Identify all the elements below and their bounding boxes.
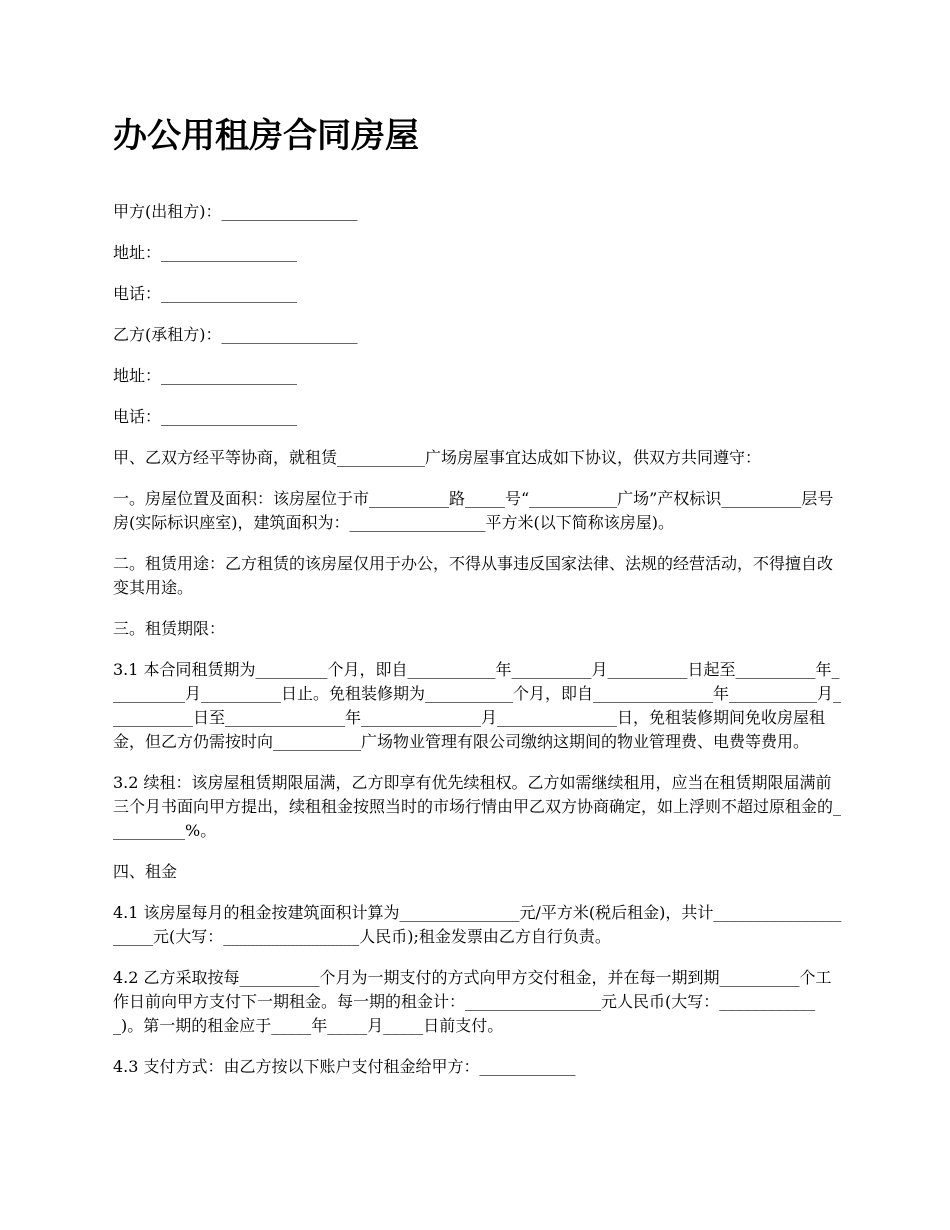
clause-3: 三。租赁期限： [113, 619, 226, 638]
clause-3-1: 3.1 本合同租赁期为_________个月，即自___________年__________月__________日起至__________年__________月__________日止。免租装修期为___________个月，即自_______________年___________月___________日至_______________年_______________月_______________日，免租装修期间免收房屋租金，但乙方仍需按时向___________广场物业管理有限公司缴纳这期间的物业管理费、电费等费用。 [113, 660, 842, 751]
contract-page [113, 112, 843, 1096]
clause-3-2: 3.2 续租：该房屋租赁期限届满，乙方即享有优先续租权。乙方如需继续租用，应当在租赁期限届满前三个月书面向甲方提出，续租租金按照当时的市场行情由甲乙双方协商确定，如上浮则不超过原租金的__________%。 [113, 773, 842, 840]
party-a-label: 甲方(出租方)：_________________ [113, 202, 358, 221]
clause-2: 二。租赁用途：乙方租赁的该房屋仅用于办公，不得从事违反国家法律、法规的经营活动，不得擅自改变其用途。 [113, 554, 834, 597]
intro-paragraph: 甲、乙双方经平等协商，就租赁___________广场房屋事宜达成如下协议，供双方共同遵守： [113, 448, 762, 467]
party-b-address: 地址：_________________ [113, 366, 298, 385]
clause-4-3: 4.3 支付方式：由乙方按以下账户支付租金给甲方：____________ [113, 1057, 576, 1076]
party-b-label: 乙方(承租方)：_________________ [113, 325, 358, 344]
clause-4-1: 4.1 该房屋每月的租金按建筑面积计算为_______________元/平方米(税后租金)，共计_____________________元(大写：_________________人民币);租金发票由乙方自行负责。 [113, 903, 842, 946]
party-a-address: 地址：_________________ [113, 243, 298, 262]
clause-4: 四、租金 [113, 862, 178, 881]
party-a-phone: 电话：_________________ [113, 284, 298, 303]
party-b-phone: 电话：_________________ [113, 407, 298, 426]
document-title: 办公用租房合同房屋 [113, 116, 419, 156]
clause-1: 一。房屋位置及面积：该房屋位于市__________路_____号“___________广场”产权标识__________层号房(实际标识座室)，建筑面积为：_________________平方米(以下简称该房屋)。 [113, 489, 834, 532]
clause-4-2: 4.2 乙方采取按每__________个月为一期支付的方式向甲方交付租金，并在每一期到期__________个工作日前向甲方支付下一期租金。每一期的租金计：_________________元人民币(大写：_____________)。第一期的租金应于_____年_____月_____日前支付。 [113, 968, 832, 1035]
